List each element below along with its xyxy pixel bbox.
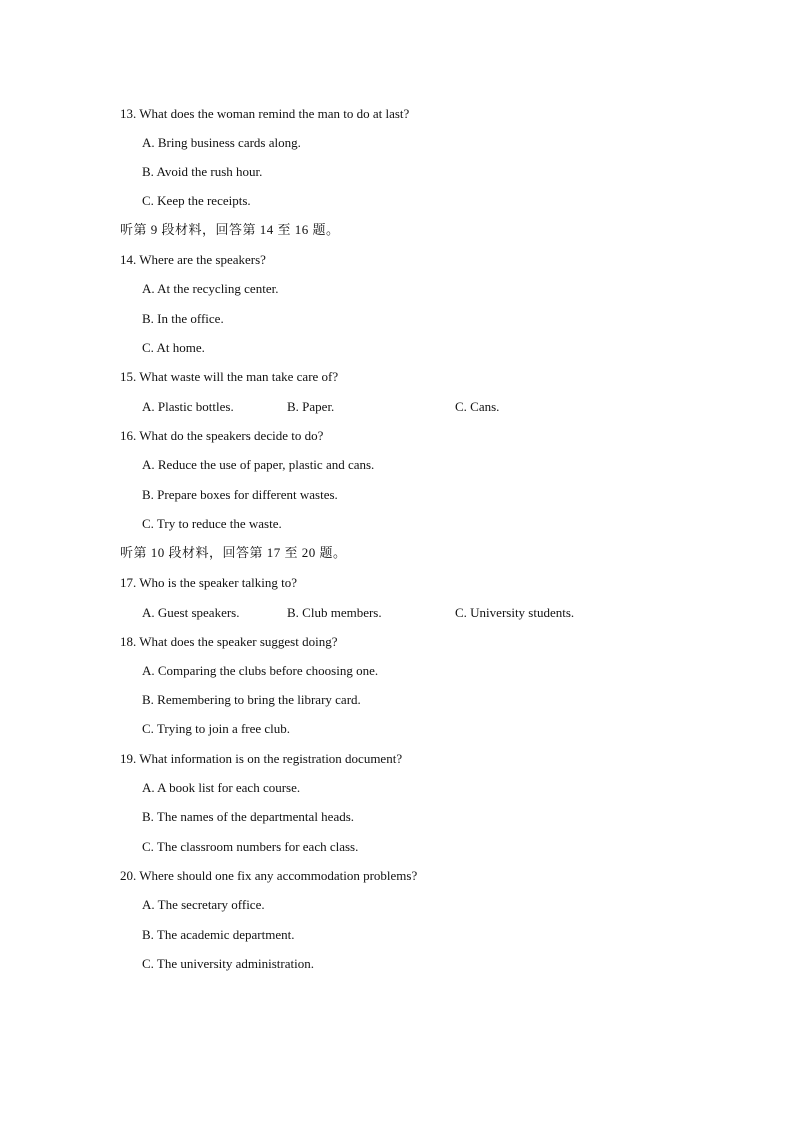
question-18-option-b: B. Remembering to bring the library card. — [142, 692, 361, 707]
question-17-option-c: C. University students. — [455, 605, 575, 620]
question-14-option-b: B. In the office. — [142, 311, 224, 326]
question-17-option-a: A. Guest speakers. — [142, 605, 240, 620]
question-17-option-b: B. Club members. — [287, 605, 382, 620]
question-17-stem: 17. Who is the speaker talking to? — [120, 575, 298, 590]
question-20-stem: 20. Where should one fix any accommodation problems? — [120, 868, 418, 883]
section-10-instruction: 听第 10 段材料，回答第 17 至 20 题。 — [120, 545, 347, 560]
question-14-option-c: C. At home. — [142, 340, 205, 355]
question-19-option-b: B. The names of the departmental heads. — [142, 809, 355, 824]
question-19-option-a: A. A book list for each course. — [142, 780, 301, 795]
question-15-option-b: B. Paper. — [287, 399, 335, 414]
question-13-stem: 13. What does the woman remind the man to do at last? — [120, 106, 410, 121]
question-13-option-c: C. Keep the receipts. — [142, 193, 251, 208]
question-14-stem: 14. Where are the speakers? — [120, 252, 266, 267]
question-16-option-b: B. Prepare boxes for different wastes. — [142, 487, 338, 502]
question-18-stem: 18. What does the speaker suggest doing? — [120, 634, 338, 649]
question-15-stem: 15. What waste will the man take care of? — [120, 369, 339, 384]
question-20-option-b: B. The academic department. — [142, 927, 295, 942]
question-16-option-a: A. Reduce the use of paper, plastic and cans. — [142, 457, 375, 472]
question-18-option-c: C. Trying to join a free club. — [142, 721, 291, 736]
question-18-option-a: A. Comparing the clubs before choosing one. — [142, 663, 379, 678]
question-13-option-a: A. Bring business cards along. — [142, 135, 301, 150]
question-20-option-a: A. The secretary office. — [142, 897, 265, 912]
question-15-option-c: C. Cans. — [455, 399, 500, 414]
question-16-stem: 16. What do the speakers decide to do? — [120, 428, 324, 443]
question-13-option-b: B. Avoid the rush hour. — [142, 164, 263, 179]
question-19-option-c: C. The classroom numbers for each class. — [142, 839, 359, 854]
question-14-option-a: A. At the recycling center. — [142, 281, 279, 296]
section-9-instruction: 听第 9 段材料，回答第 14 至 16 题。 — [120, 222, 340, 237]
question-15-option-a: A. Plastic bottles. — [142, 399, 234, 414]
question-19-stem: 19. What information is on the registration document? — [120, 751, 403, 766]
question-20-option-c: C. The university administration. — [142, 956, 314, 971]
question-16-option-c: C. Try to reduce the waste. — [142, 516, 282, 531]
